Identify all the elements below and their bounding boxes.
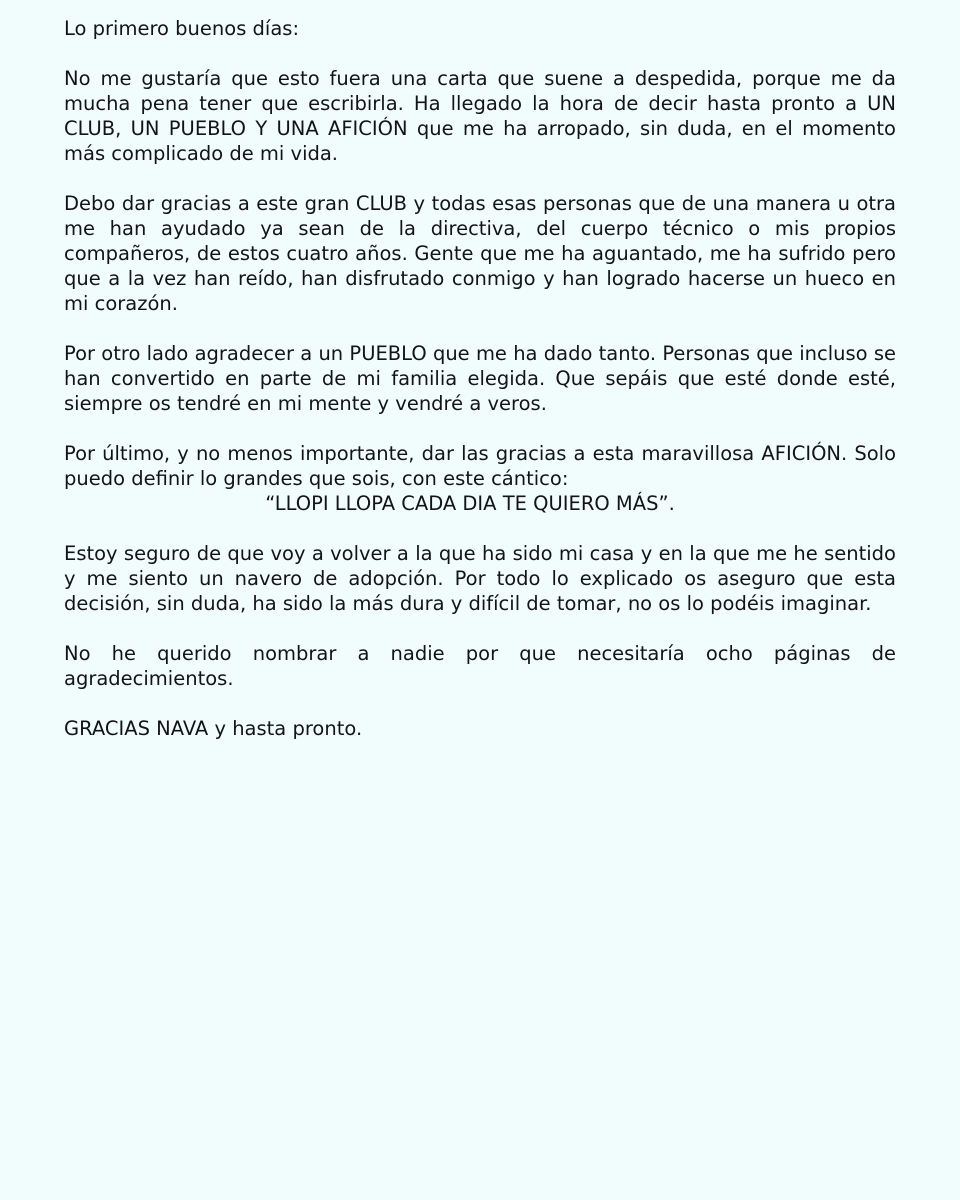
letter-greeting: Lo primero buenos días: [64, 17, 300, 40]
paragraph-club-thanks: Debo dar gracias a este gran CLUB y todas esas personas que de una manera u otra me han ayudado ya sean de la directiva, del cuerpo técnico o mis propios compañeros, de estos cuatro años. Gente que me ha aguantado, me ha sufrido pero que a la vez han reído, han disfrutado conmigo y han logrado hacerse un hueco en mi corazón. [64, 192, 896, 315]
fans-thanks-text: Por último, y no menos importante, dar las gracias a esta maravillosa AFICIÓN. Solo puedo definir lo grandes que sois, con este cántico: [64, 442, 896, 490]
letter-closing: GRACIAS NAVA y hasta pronto. [64, 717, 363, 740]
paragraph-town-thanks: Por otro lado agradecer a un PUEBLO que me ha dado tanto. Personas que incluso se han convertido en parte de mi familia elegida. Que sepáis que esté donde esté, siempre os tendré en mi mente y vendré a veros. [64, 342, 896, 415]
fan-chant: “LLOPI LLOPA CADA DIA TE QUIERO MÁS”. [265, 492, 675, 515]
paragraph-no-names: No he querido nombrar a nadie por que necesitaría ocho páginas de agradecimientos. [64, 642, 896, 690]
paragraph-return-promise: Estoy seguro de que voy a volver a la que ha sido mi casa y en la que me he sentido y me siento un navero de adopción. Por todo lo explicado os aseguro que esta decisión, sin duda, ha sido la más dura y difícil de tomar, no os lo podéis imaginar. [64, 542, 896, 615]
paragraph-farewell: No me gustaría que esto fuera una carta que suene a despedida, porque me da mucha pena tener que escribirla. Ha llegado la hora de decir hasta pronto a UN CLUB, UN PUEBLO Y UNA AFICIÓN que me ha arropado, sin duda, en el momento más complicado de mi vida. [64, 67, 896, 165]
paragraph-fans-thanks [64, 441, 896, 516]
